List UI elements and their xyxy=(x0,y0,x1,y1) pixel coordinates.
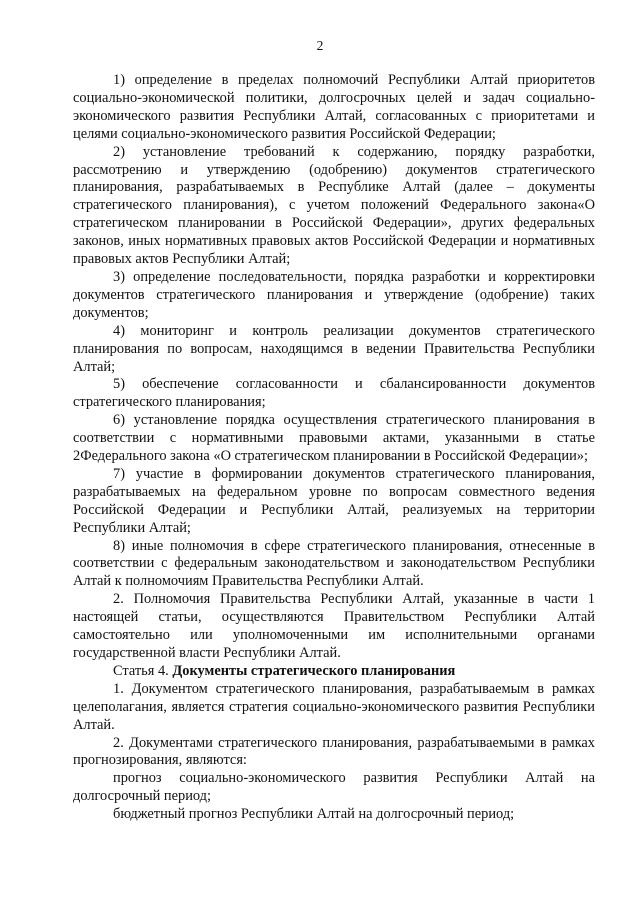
paragraph: 2) установление требований к содержанию, порядку разработки, рассмотрению и утверждению (одобрению) документов стратегического планирования, разрабатываемых в Республике Алтай (далее – документы стратегического планирования), с учетом положений Федерального закона«О стратегическом планировании в Российской Федерации», других федеральных законов, иных нормативных правовых актов Российской Федерации и нормативных правовых актов Республики Алтай; xyxy=(73,143,595,268)
paragraph: прогноз социально-экономического развития Республики Алтай на долгосрочный период; xyxy=(73,770,595,805)
paragraph: 7) участие в формировании документов стратегического планирования, разрабатываемых на федеральном уровне по вопросам совместного ведения Российской Федерации и Республики Алтай, реализуемых на территории Республики Алтай; xyxy=(73,465,595,536)
paragraph: 3) определение последовательности, порядка разработки и корректировки документов стратегического планирования и утверждение (одобрение) таких документов; xyxy=(73,268,595,321)
paragraph: 1. Документом стратегического планирования, разрабатываемым в рамках целеполагания, является стратегия социально-экономического развития Республики Алтай. xyxy=(73,680,595,733)
paragraph: 4) мониторинг и контроль реализации документов стратегического планирования по вопросам, находящимся в ведении Правительства Республики Алтай; xyxy=(73,322,595,375)
paragraph: 8) иные полномочия в сфере стратегического планирования, отнесенные в соответствии с федеральным законодательством и законодательством Республики Алтай к полномочиям Правительства Республики Алтай. xyxy=(73,537,595,590)
paragraph: 2. Документами стратегического планирования, разрабатываемыми в рамках прогнозирования, являются: xyxy=(73,734,595,769)
paragraph: бюджетный прогноз Республики Алтай на долгосрочный период; xyxy=(113,806,515,823)
paragraph: 1) определение в пределах полномочий Республики Алтай приоритетов социально-экономической политики, долгосрочных целей и задач социально-экономического развития Республики Алтай, согласованных с приоритетами и целями социально-экономического развития Российской Федерации; xyxy=(73,72,595,142)
article-title: Документы стратегического планирования xyxy=(172,662,456,679)
page-number: 2 xyxy=(316,38,324,53)
article-number: Статья 4. xyxy=(113,662,169,679)
paragraph: 5) обеспечение согласованности и сбалансированности документов стратегического планирования; xyxy=(73,376,595,411)
paragraph: 2. Полномочия Правительства Республики Алтай, указанные в части 1 настоящей статьи, осуществляются Правительством Республики Алтай самостоятельно или уполномоченными им исполнительными органами государственной власти Республики Алтай. xyxy=(73,591,595,661)
paragraph: 6) установление порядка осуществления стратегического планирования в соответствии с нормативными правовыми актами, указанными в статье 2Федерального закона «О стратегическом планировании в Российской Федерации»; xyxy=(73,412,595,465)
document-body xyxy=(73,72,595,824)
article-heading xyxy=(73,663,595,681)
